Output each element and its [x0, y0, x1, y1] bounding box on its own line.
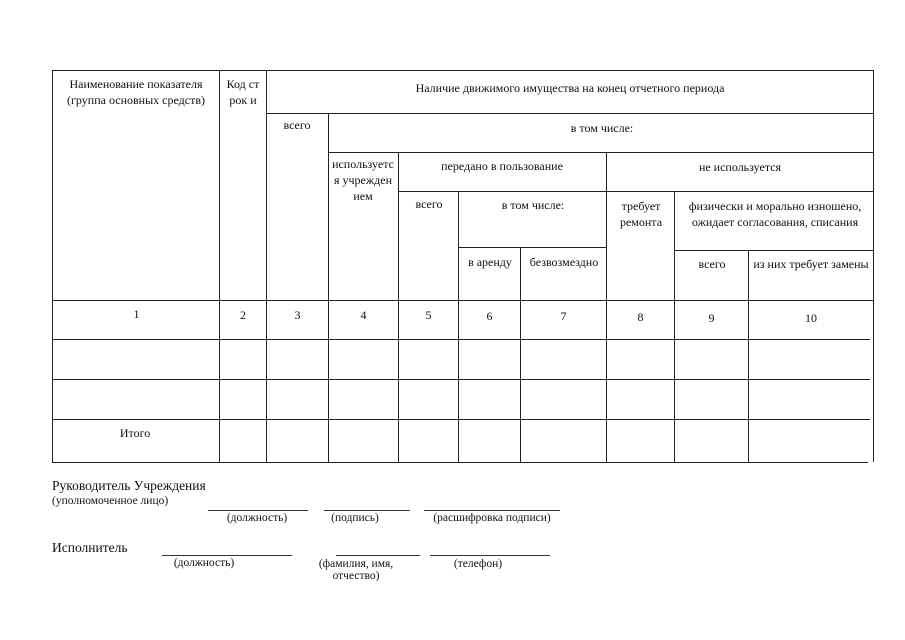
column-number: 1 — [133, 307, 140, 321]
header-transferred: передано в пользование — [441, 159, 563, 173]
table-bottom-border — [52, 462, 868, 463]
header-total: всего — [283, 118, 311, 132]
column-number: 9 — [708, 311, 715, 325]
header-transferred-including: в том числе: — [501, 198, 565, 212]
header-including: в том числе: — [570, 121, 634, 135]
executor-name-line — [336, 555, 420, 556]
head-signature-line — [324, 510, 410, 511]
table-col-divider — [219, 70, 220, 462]
header-used-by-institution: используется учреждением — [332, 157, 394, 203]
column-number: 10 — [805, 311, 817, 325]
executor-position-caption: (должность) — [173, 557, 235, 569]
header-property-availability: Наличие движимого имущества на конец отчетного периода — [415, 81, 725, 95]
table-rule — [458, 247, 606, 248]
header-worn-total: всего — [698, 257, 726, 271]
executor-phone-line — [430, 555, 550, 556]
executor-phone-caption: (телефон) — [453, 558, 503, 570]
head-decoding-caption: (расшифровка подписи) — [433, 512, 551, 524]
column-number: 7 — [560, 309, 567, 323]
column-number: 6 — [486, 309, 493, 323]
table-right-border — [873, 70, 874, 462]
header-transferred-total: всего — [415, 197, 443, 211]
table-rule — [398, 191, 874, 192]
table-rule — [266, 113, 874, 114]
column-number: 5 — [425, 308, 432, 322]
header-needs-repair: требует ремонта — [619, 199, 663, 229]
header-needs-replacement: из них требует замены — [753, 257, 869, 271]
column-number: 2 — [240, 308, 246, 322]
table-col-divider — [266, 70, 267, 462]
column-number: 8 — [637, 310, 644, 324]
table-col-divider — [520, 247, 521, 462]
executor-name-caption: (фамилия, имя, отчество) — [318, 558, 394, 582]
table-rule — [674, 250, 874, 251]
head-position-caption: (должность) — [226, 512, 288, 524]
table-col-divider — [328, 113, 329, 462]
header-not-used: не используется — [698, 160, 782, 174]
head-position-line — [208, 510, 308, 511]
table-col-divider — [606, 152, 607, 462]
header-for-rent: в аренду — [468, 255, 512, 269]
head-signature-caption: (подпись) — [331, 512, 379, 524]
table-rule — [328, 152, 874, 153]
column-number: 3 — [294, 308, 301, 322]
table-left-border — [52, 70, 53, 462]
executor-position-line — [162, 555, 292, 556]
header-line-code: Код строк и — [226, 77, 260, 107]
header-worn-out: физически и морально изношено, ожидает согласования, списания — [688, 199, 862, 229]
head-title: Руководитель Учреждения — [52, 478, 206, 493]
head-decoding-line — [424, 510, 560, 511]
table-col-divider — [458, 191, 459, 462]
total-row-label: Итого — [119, 426, 151, 440]
head-subtitle: (уполномоченное лицо) — [52, 495, 169, 507]
executor-title: Исполнитель — [52, 540, 128, 555]
header-indicator-name: Наименование показателя (группа основных средств) — [67, 77, 205, 107]
table-header-bottom — [52, 300, 874, 301]
table-col-divider — [674, 191, 675, 462]
header-free-of-charge: безвозмездно — [529, 255, 599, 269]
column-number: 4 — [360, 308, 367, 322]
table-top-border — [52, 70, 874, 71]
table-col-divider — [748, 250, 749, 462]
